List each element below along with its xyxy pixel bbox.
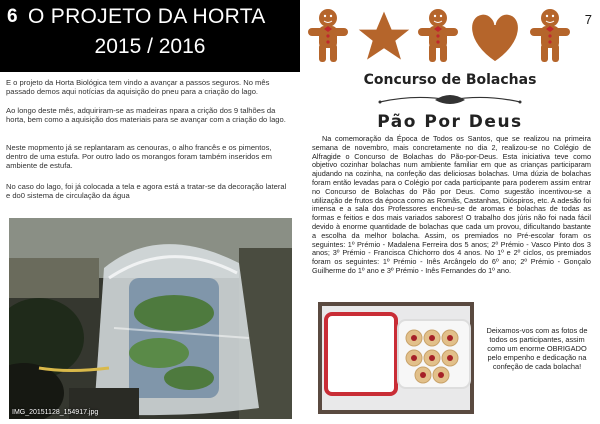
star-cookie-icon	[357, 10, 411, 61]
cookie-banner	[300, 0, 580, 72]
gingerbread-man-icon	[418, 9, 458, 62]
page-number: 6	[7, 6, 18, 27]
paragraph: Ao longo deste mês, adquiriram-se as madeiras npara a crição dos 9 talhões da horta, bem como a aquisição dos materiais para se avançar com a criação do lago.	[6, 106, 286, 125]
paragraph: E o projeto da Horta Biológica tem vindo a avançar a passos seguros. No mês passado demos aqui notícias da aquisição do pneu para a criação do lago.	[6, 78, 270, 97]
page-title-year: 2015 / 2016	[94, 35, 206, 58]
photo-caption: IMG_20151128_154917.jpg	[12, 409, 99, 416]
page-title: O PROJETO DA HORTA	[28, 5, 266, 28]
paragraph: Neste mopmento já se replantaram as cenouras, o alho francês e os pimentos, dentro de uma estufa. Por outro lado os morangos foram também inseridos em ambiente de estufa.	[6, 143, 272, 171]
page-number: 7	[584, 12, 592, 27]
paragraph: No caso do lago, foi já colocada a tela e agora está a tratar-se da decoração lateral e do0 sistema de circulação da água	[6, 182, 287, 201]
ornament-divider-icon	[375, 90, 525, 110]
cookies-photo	[318, 302, 474, 414]
article-body: Na comemoração da Época de Todos os Santos, que se realizou na primeira semana de novembro, mais concretamente no dia 2, realizou-se no Colégio de Alfragide o Concurso de Bolachas do Pão-por-Deus. Esta iniciativa teve como objetivo cozinhar bolachas num ambiente familiar em que as crianças participaram ajudando na cozinha, na confeção das deliciosas bolachas. Uma dúzia de bolachas foram então levadas para o Colégio por cada participante para poderem assim entrar no Concurso de Bolachas do Pão por Deus. Como sugestão incentivou-se a utilização de frutos da época como as Romãs, Castanhas, Dióspiros, etc. A adesão foi imensa e a sala dos Professores encheu-se de aromas e bolachas de todas as formas e feitios e dos mais variados sabores! O trabalho dos júris não foi nada fácil devido à enorme quantidade de bolachas que cada um provou, dificultando bastante a escolha da melhor bolacha. Assim, os premiados no Pré-escolar foram os seguintes: 1º Prémio - Madalena Ferreira dos 5 anos; 2º Prémio - Vasco Pinto dos 3 anos; 3º Prémio - Francisca Chichorro dos 4 anos. No 1º e 2º ciclos, os premiados foram os seguintes: 1º Prémio - Inês Arcângelo do 6º ano; 2º Prémio - Gonçalo Guilherme do 1º ano e 3º Prémio - Inês Fernandes do 1º ano.	[312, 134, 591, 275]
heart-cookie-icon	[471, 14, 518, 62]
gingerbread-man-icon	[530, 9, 570, 62]
article-heading: Concurso de Bolachas	[363, 72, 537, 88]
greenhouse-photo	[9, 218, 292, 419]
closing-note: Deixamos-vos com as fotos de todos os participantes, assim como um enorme OBRIGADO pelo empenho e dedicação na confeção de cada bolacha!	[486, 326, 588, 371]
article-subheading: Pão Por Deus	[377, 112, 523, 132]
header-banner	[0, 0, 300, 72]
gingerbread-man-icon	[308, 9, 348, 62]
